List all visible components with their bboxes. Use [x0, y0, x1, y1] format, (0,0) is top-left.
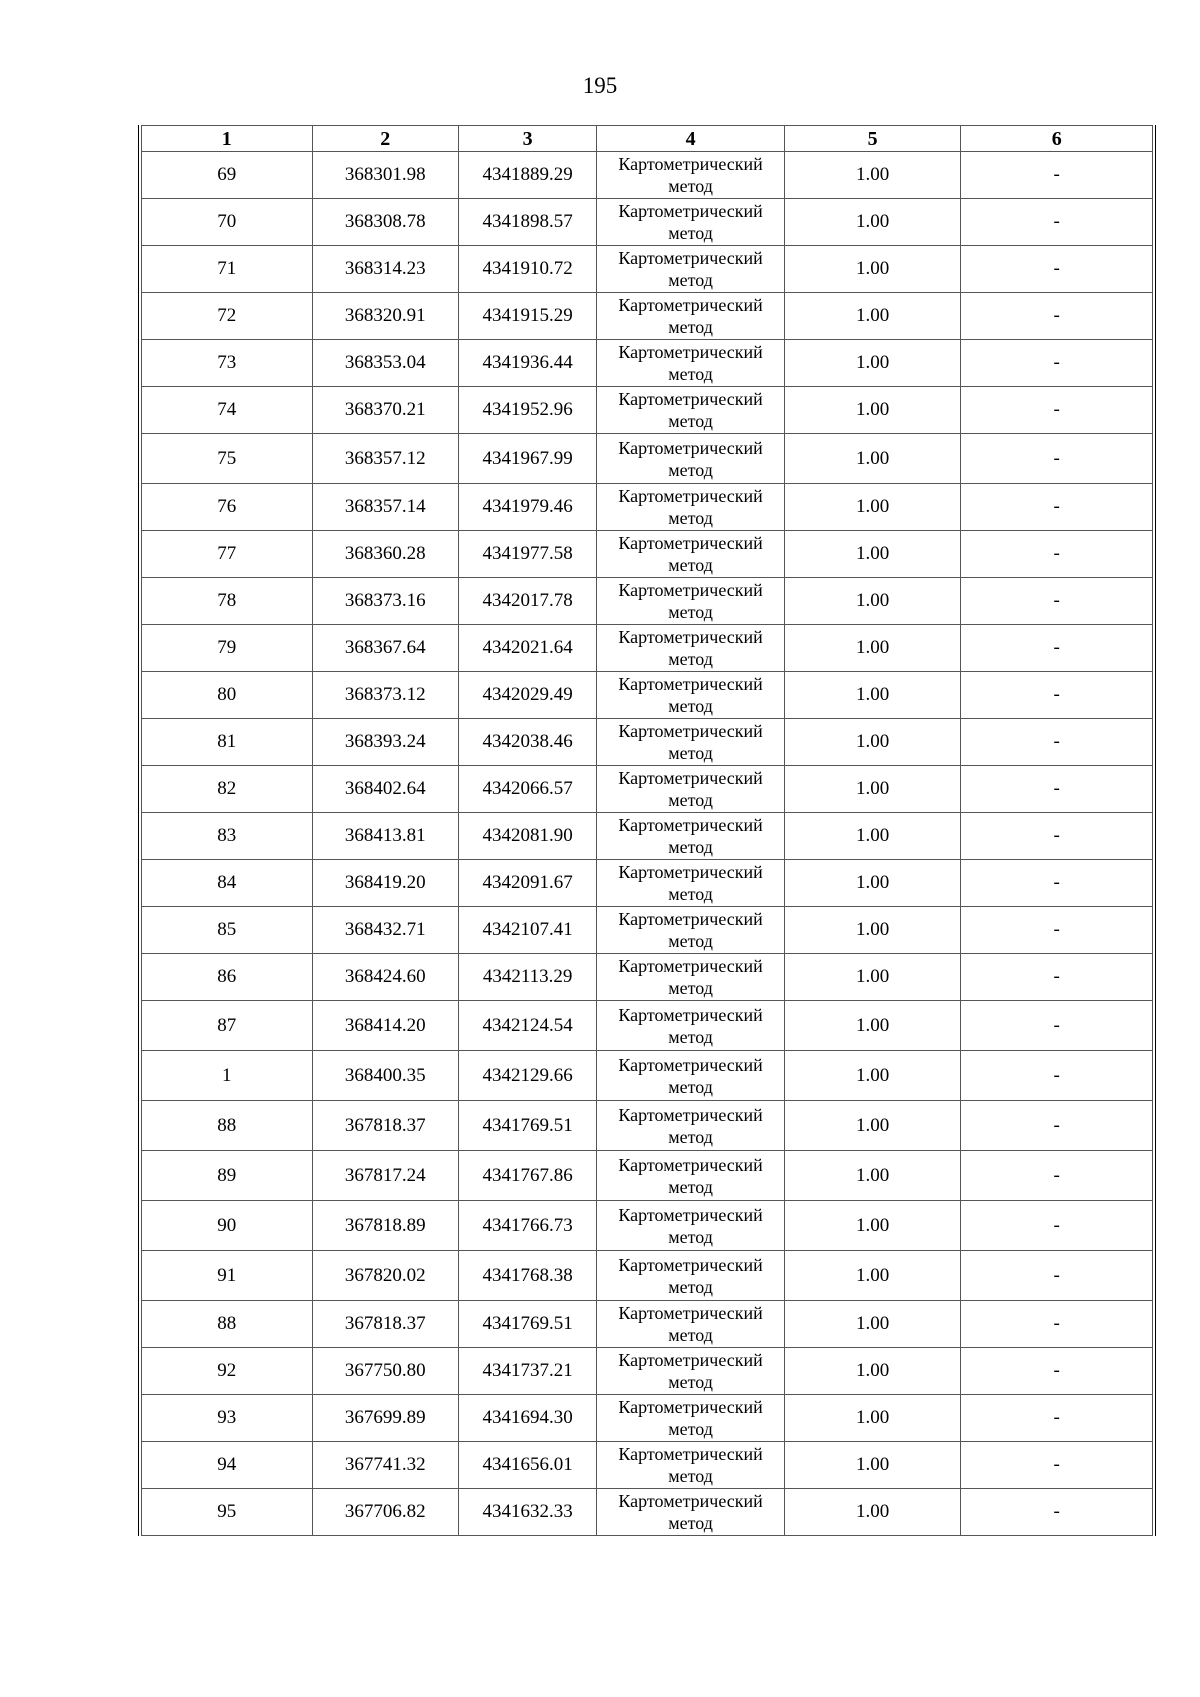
- point-number-cell: 93: [142, 1395, 313, 1442]
- point-number-cell: 75: [142, 434, 313, 484]
- method-cell: [597, 152, 785, 199]
- accuracy-cell: 1.00: [784, 672, 961, 719]
- table-row: [142, 1348, 1153, 1395]
- y-coordinate-cell: 4341768.38: [458, 1251, 596, 1301]
- accuracy-cell: 1.00: [784, 434, 961, 484]
- method-line-1: Картометрический: [618, 721, 763, 741]
- method-line-1: Картометрический: [618, 815, 763, 835]
- method-cell: [597, 1151, 785, 1201]
- x-coordinate-cell: 368301.98: [312, 152, 458, 199]
- method-line-2: метод: [668, 555, 713, 575]
- method-cell: [597, 907, 785, 954]
- point-number-cell: 95: [142, 1489, 313, 1536]
- table-row: [142, 1201, 1153, 1251]
- method-line-1: Картометрический: [618, 1104, 763, 1125]
- x-coordinate-cell: 368357.12: [312, 434, 458, 484]
- accuracy-cell: 1.00: [784, 531, 961, 578]
- method-cell: [597, 1051, 785, 1101]
- method-line-1: Картометрический: [618, 862, 763, 882]
- note-cell: -: [961, 625, 1153, 672]
- x-coordinate-cell: 367820.02: [312, 1251, 458, 1301]
- x-coordinate-cell: 367706.82: [312, 1489, 458, 1536]
- method-line-1: Картометрический: [618, 1444, 763, 1464]
- method-line-2: метод: [668, 884, 713, 904]
- y-coordinate-cell: 4342124.54: [458, 1001, 596, 1051]
- note-cell: -: [961, 340, 1153, 387]
- method-cell: [597, 1101, 785, 1151]
- page-number: 195: [582, 73, 618, 98]
- method-line-2: метод: [668, 317, 713, 337]
- table-row: [142, 578, 1153, 625]
- method-line-2: метод: [668, 223, 713, 243]
- note-cell: -: [961, 860, 1153, 907]
- method-line-1: Картометрический: [618, 627, 763, 647]
- y-coordinate-cell: 4341656.01: [458, 1442, 596, 1489]
- method-cell: [597, 340, 785, 387]
- x-coordinate-cell: 368320.91: [312, 293, 458, 340]
- method-line-2: метод: [668, 508, 713, 528]
- y-coordinate-cell: 4341977.58: [458, 531, 596, 578]
- y-coordinate-cell: 4342091.67: [458, 860, 596, 907]
- method-line-2: метод: [668, 270, 713, 290]
- method-line-1: Картометрический: [618, 909, 763, 929]
- method-cell: [597, 1348, 785, 1395]
- table-row: [142, 1395, 1153, 1442]
- x-coordinate-cell: 368314.23: [312, 246, 458, 293]
- method-line-2: метод: [668, 1372, 713, 1392]
- x-coordinate-cell: 368413.81: [312, 813, 458, 860]
- method-line-1: Картометрический: [618, 1491, 763, 1511]
- method-line-1: Картометрический: [618, 533, 763, 553]
- x-coordinate-cell: 368393.24: [312, 719, 458, 766]
- accuracy-cell: 1.00: [784, 907, 961, 954]
- x-coordinate-cell: 368419.20: [312, 860, 458, 907]
- accuracy-cell: 1.00: [784, 340, 961, 387]
- note-cell: -: [961, 1395, 1153, 1442]
- x-coordinate-cell: 367818.37: [312, 1301, 458, 1348]
- point-number-cell: 84: [142, 860, 313, 907]
- point-number-cell: 80: [142, 672, 313, 719]
- point-number-cell: 71: [142, 246, 313, 293]
- method-line-1: Картометрический: [618, 1004, 763, 1025]
- method-line-2: метод: [668, 459, 713, 480]
- method-cell: [597, 434, 785, 484]
- x-coordinate-cell: 368370.21: [312, 387, 458, 434]
- method-line-1: Картометрический: [618, 1154, 763, 1175]
- method-cell: [597, 672, 785, 719]
- accuracy-cell: 1.00: [784, 719, 961, 766]
- accuracy-cell: 1.00: [784, 484, 961, 531]
- y-coordinate-cell: 4342113.29: [458, 954, 596, 1001]
- point-number-cell: 74: [142, 387, 313, 434]
- y-coordinate-cell: 4341632.33: [458, 1489, 596, 1536]
- method-cell: [597, 1442, 785, 1489]
- note-cell: -: [961, 672, 1153, 719]
- method-line-2: метод: [668, 411, 713, 431]
- method-cell: [597, 1201, 785, 1251]
- method-line-2: метод: [668, 743, 713, 763]
- table-row: [142, 199, 1153, 246]
- accuracy-cell: 1.00: [784, 387, 961, 434]
- method-cell: [597, 766, 785, 813]
- accuracy-cell: 1.00: [784, 152, 961, 199]
- y-coordinate-cell: 4341766.73: [458, 1201, 596, 1251]
- method-cell: [597, 531, 785, 578]
- table-row: [142, 1489, 1153, 1536]
- method-cell: [597, 719, 785, 766]
- method-line-2: метод: [668, 602, 713, 622]
- x-coordinate-cell: 368400.35: [312, 1051, 458, 1101]
- method-line-2: метод: [668, 649, 713, 669]
- method-line-2: метод: [668, 364, 713, 384]
- note-cell: -: [961, 1301, 1153, 1348]
- accuracy-cell: 1.00: [784, 1001, 961, 1051]
- table-row: [142, 152, 1153, 199]
- x-coordinate-cell: 368373.12: [312, 672, 458, 719]
- method-line-1: Картометрический: [618, 389, 763, 409]
- method-line-2: метод: [668, 1176, 713, 1197]
- point-number-cell: 88: [142, 1301, 313, 1348]
- y-coordinate-cell: 4341967.99: [458, 434, 596, 484]
- y-coordinate-cell: 4342021.64: [458, 625, 596, 672]
- point-number-cell: 72: [142, 293, 313, 340]
- accuracy-cell: 1.00: [784, 1442, 961, 1489]
- method-line-1: Картометрический: [618, 248, 763, 268]
- note-cell: -: [961, 199, 1153, 246]
- point-number-cell: 69: [142, 152, 313, 199]
- accuracy-cell: 1.00: [784, 1348, 961, 1395]
- table-row: [142, 1101, 1153, 1151]
- note-cell: -: [961, 719, 1153, 766]
- table-row: [142, 860, 1153, 907]
- accuracy-cell: 1.00: [784, 1201, 961, 1251]
- header-col-4: 4: [597, 126, 785, 152]
- coordinates-table: [141, 125, 1153, 1536]
- method-cell: [597, 484, 785, 531]
- method-line-2: метод: [668, 1126, 713, 1147]
- accuracy-cell: 1.00: [784, 293, 961, 340]
- method-line-1: Картометрический: [618, 956, 763, 976]
- table-row: [142, 293, 1153, 340]
- method-line-1: Картометрический: [618, 437, 763, 458]
- y-coordinate-cell: 4342081.90: [458, 813, 596, 860]
- method-cell: [597, 246, 785, 293]
- table-row: [142, 954, 1153, 1001]
- method-cell: [597, 625, 785, 672]
- accuracy-cell: 1.00: [784, 1251, 961, 1301]
- point-number-cell: 82: [142, 766, 313, 813]
- table-row: [142, 531, 1153, 578]
- method-line-1: Картометрический: [618, 1303, 763, 1323]
- accuracy-cell: 1.00: [784, 954, 961, 1001]
- y-coordinate-cell: 4341979.46: [458, 484, 596, 531]
- point-number-cell: 91: [142, 1251, 313, 1301]
- x-coordinate-cell: 368402.64: [312, 766, 458, 813]
- note-cell: -: [961, 246, 1153, 293]
- table-row: [142, 1051, 1153, 1101]
- point-number-cell: 76: [142, 484, 313, 531]
- method-line-2: метод: [668, 1076, 713, 1097]
- x-coordinate-cell: 368357.14: [312, 484, 458, 531]
- point-number-cell: 73: [142, 340, 313, 387]
- note-cell: -: [961, 531, 1153, 578]
- x-coordinate-cell: 368308.78: [312, 199, 458, 246]
- method-cell: [597, 954, 785, 1001]
- point-number-cell: 79: [142, 625, 313, 672]
- method-cell: [597, 860, 785, 907]
- y-coordinate-cell: 4341767.86: [458, 1151, 596, 1201]
- method-line-1: Картометрический: [618, 1397, 763, 1417]
- point-number-cell: 92: [142, 1348, 313, 1395]
- y-coordinate-cell: 4341952.96: [458, 387, 596, 434]
- point-number-cell: 89: [142, 1151, 313, 1201]
- point-number-cell: 94: [142, 1442, 313, 1489]
- note-cell: -: [961, 293, 1153, 340]
- note-cell: -: [961, 434, 1153, 484]
- accuracy-cell: 1.00: [784, 199, 961, 246]
- note-cell: -: [961, 1001, 1153, 1051]
- method-line-1: Картометрический: [618, 154, 763, 174]
- accuracy-cell: 1.00: [784, 860, 961, 907]
- coordinates-table-frame: [138, 125, 1156, 1536]
- y-coordinate-cell: 4341737.21: [458, 1348, 596, 1395]
- x-coordinate-cell: 367750.80: [312, 1348, 458, 1395]
- note-cell: -: [961, 1151, 1153, 1201]
- method-cell: [597, 293, 785, 340]
- header-col-1: 1: [142, 126, 313, 152]
- y-coordinate-cell: 4341889.29: [458, 152, 596, 199]
- table-row: [142, 625, 1153, 672]
- method-line-2: метод: [668, 1419, 713, 1439]
- accuracy-cell: 1.00: [784, 1101, 961, 1151]
- y-coordinate-cell: 4341694.30: [458, 1395, 596, 1442]
- x-coordinate-cell: 367741.32: [312, 1442, 458, 1489]
- accuracy-cell: 1.00: [784, 246, 961, 293]
- point-number-cell: 77: [142, 531, 313, 578]
- accuracy-cell: 1.00: [784, 1151, 961, 1201]
- y-coordinate-cell: 4342066.57: [458, 766, 596, 813]
- method-cell: [597, 1489, 785, 1536]
- x-coordinate-cell: 368353.04: [312, 340, 458, 387]
- method-line-2: метод: [668, 176, 713, 196]
- method-line-1: Картометрический: [618, 1054, 763, 1075]
- method-line-2: метод: [668, 837, 713, 857]
- y-coordinate-cell: 4342029.49: [458, 672, 596, 719]
- point-number-cell: 86: [142, 954, 313, 1001]
- accuracy-cell: 1.00: [784, 766, 961, 813]
- table-body: [142, 152, 1153, 1536]
- note-cell: -: [961, 1101, 1153, 1151]
- note-cell: -: [961, 907, 1153, 954]
- accuracy-cell: 1.00: [784, 1489, 961, 1536]
- note-cell: -: [961, 954, 1153, 1001]
- method-cell: [597, 578, 785, 625]
- note-cell: -: [961, 766, 1153, 813]
- method-cell: [597, 1001, 785, 1051]
- method-line-2: метод: [668, 1325, 713, 1345]
- point-number-cell: 87: [142, 1001, 313, 1051]
- x-coordinate-cell: 367817.24: [312, 1151, 458, 1201]
- method-cell: [597, 387, 785, 434]
- table-row: [142, 1001, 1153, 1051]
- header-col-3: 3: [458, 126, 596, 152]
- accuracy-cell: 1.00: [784, 578, 961, 625]
- table-row: [142, 340, 1153, 387]
- y-coordinate-cell: 4341769.51: [458, 1101, 596, 1151]
- table-row: [142, 246, 1153, 293]
- method-line-2: метод: [668, 978, 713, 998]
- table-row: [142, 1301, 1153, 1348]
- method-cell: [597, 1395, 785, 1442]
- method-line-1: Картометрический: [618, 295, 763, 315]
- accuracy-cell: 1.00: [784, 813, 961, 860]
- table-row: [142, 907, 1153, 954]
- x-coordinate-cell: 367699.89: [312, 1395, 458, 1442]
- method-line-2: метод: [668, 696, 713, 716]
- note-cell: -: [961, 578, 1153, 625]
- method-cell: [597, 199, 785, 246]
- note-cell: -: [961, 1251, 1153, 1301]
- x-coordinate-cell: 368414.20: [312, 1001, 458, 1051]
- y-coordinate-cell: 4341898.57: [458, 199, 596, 246]
- table-row: [142, 434, 1153, 484]
- header-col-2: 2: [312, 126, 458, 152]
- note-cell: -: [961, 813, 1153, 860]
- accuracy-cell: 1.00: [784, 1051, 961, 1101]
- method-line-1: Картометрический: [618, 342, 763, 362]
- method-line-1: Картометрический: [618, 674, 763, 694]
- note-cell: -: [961, 1051, 1153, 1101]
- y-coordinate-cell: 4342017.78: [458, 578, 596, 625]
- point-number-cell: 83: [142, 813, 313, 860]
- table-row: [142, 1442, 1153, 1489]
- method-line-1: Картометрический: [618, 1254, 763, 1275]
- point-number-cell: 90: [142, 1201, 313, 1251]
- y-coordinate-cell: 4342038.46: [458, 719, 596, 766]
- table-header-row: [142, 126, 1153, 152]
- x-coordinate-cell: 367818.37: [312, 1101, 458, 1151]
- point-number-cell: 88: [142, 1101, 313, 1151]
- method-line-1: Картометрический: [618, 1204, 763, 1225]
- method-line-1: Картометрический: [618, 1350, 763, 1370]
- y-coordinate-cell: 4342107.41: [458, 907, 596, 954]
- note-cell: -: [961, 484, 1153, 531]
- method-line-2: метод: [668, 1466, 713, 1486]
- note-cell: -: [961, 1442, 1153, 1489]
- y-coordinate-cell: 4341769.51: [458, 1301, 596, 1348]
- note-cell: -: [961, 387, 1153, 434]
- accuracy-cell: 1.00: [784, 1395, 961, 1442]
- method-line-2: метод: [668, 1226, 713, 1247]
- table-row: [142, 484, 1153, 531]
- y-coordinate-cell: 4341910.72: [458, 246, 596, 293]
- point-number-cell: 81: [142, 719, 313, 766]
- table-row: [142, 672, 1153, 719]
- point-number-cell: 85: [142, 907, 313, 954]
- x-coordinate-cell: 367818.89: [312, 1201, 458, 1251]
- x-coordinate-cell: 368367.64: [312, 625, 458, 672]
- method-line-2: метод: [668, 790, 713, 810]
- method-cell: [597, 813, 785, 860]
- note-cell: -: [961, 1348, 1153, 1395]
- accuracy-cell: 1.00: [784, 1301, 961, 1348]
- x-coordinate-cell: 368432.71: [312, 907, 458, 954]
- note-cell: -: [961, 1201, 1153, 1251]
- table-row: [142, 766, 1153, 813]
- point-number-cell: 1: [142, 1051, 313, 1101]
- method-cell: [597, 1251, 785, 1301]
- method-line-1: Картометрический: [618, 768, 763, 788]
- y-coordinate-cell: 4341915.29: [458, 293, 596, 340]
- method-line-2: метод: [668, 1513, 713, 1533]
- method-line-2: метод: [668, 931, 713, 951]
- y-coordinate-cell: 4342129.66: [458, 1051, 596, 1101]
- y-coordinate-cell: 4341936.44: [458, 340, 596, 387]
- table-row: [142, 813, 1153, 860]
- note-cell: -: [961, 1489, 1153, 1536]
- table-row: [142, 719, 1153, 766]
- method-line-1: Картометрический: [618, 201, 763, 221]
- table-row: [142, 1151, 1153, 1201]
- method-line-2: метод: [668, 1276, 713, 1297]
- x-coordinate-cell: 368424.60: [312, 954, 458, 1001]
- accuracy-cell: 1.00: [784, 625, 961, 672]
- header-col-5: 5: [784, 126, 961, 152]
- x-coordinate-cell: 368373.16: [312, 578, 458, 625]
- point-number-cell: 78: [142, 578, 313, 625]
- table-row: [142, 387, 1153, 434]
- method-line-1: Картометрический: [618, 580, 763, 600]
- table-row: [142, 1251, 1153, 1301]
- x-coordinate-cell: 368360.28: [312, 531, 458, 578]
- point-number-cell: 70: [142, 199, 313, 246]
- method-line-2: метод: [668, 1026, 713, 1047]
- method-line-1: Картометрический: [618, 486, 763, 506]
- header-col-6: 6: [961, 126, 1153, 152]
- note-cell: -: [961, 152, 1153, 199]
- method-cell: [597, 1301, 785, 1348]
